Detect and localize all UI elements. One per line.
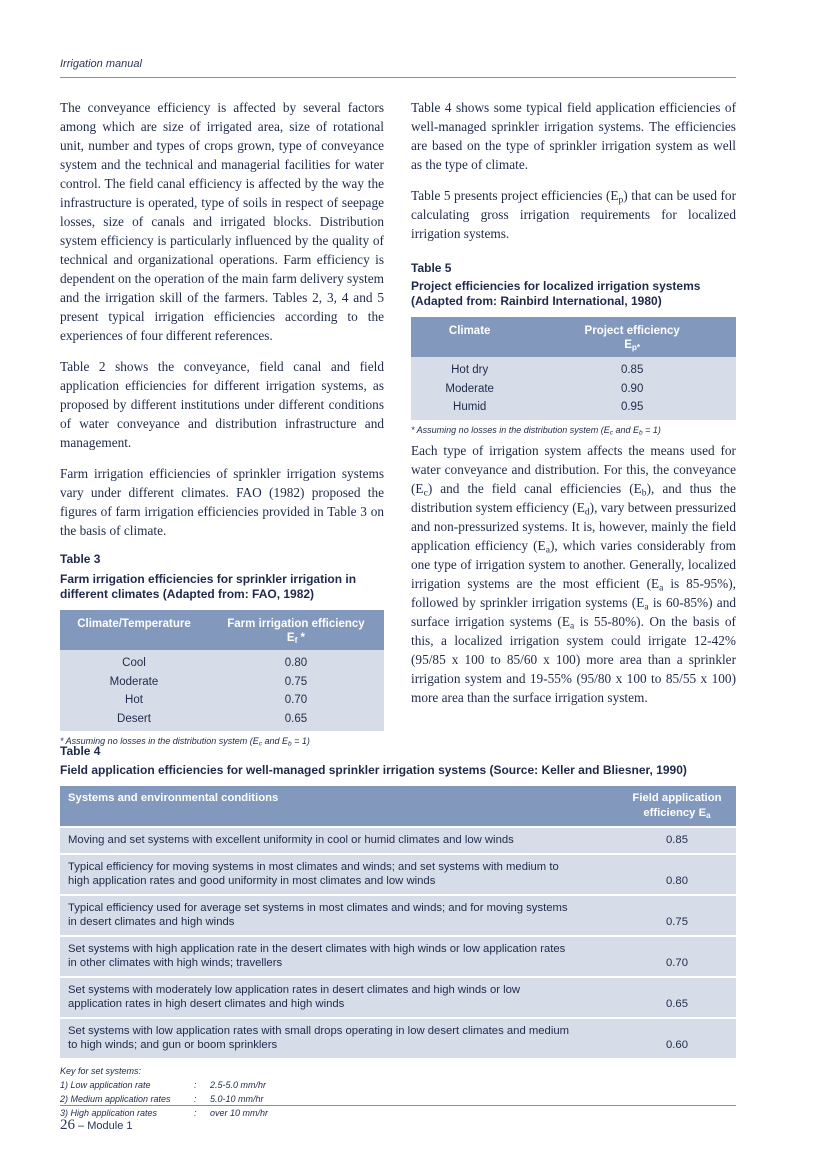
paragraph-table4-intro: Table 4 shows some typical field application efficiencies of well-managed sprinkler irrigation systems. The efficiencies are based on the type of sprinkler irrigation system as well as the type of climate. [411, 100, 736, 172]
table-row: Set systems with low application rates with small drops operating in low desert climates and medium to high winds; and gun or boom sprinklers 0.60 [60, 1017, 736, 1058]
table-row: Moving and set systems with excellent uniformity in cool or humid climates and low winds 0.85 [60, 826, 736, 853]
running-header: Irrigation manual [60, 58, 142, 70]
table5-footnote: * Assuming no losses in the distribution system ($E_c$ and $E_b = 1$) [411, 424, 661, 437]
paragraph-farm-efficiencies: Farm irrigation efficiencies of sprinkler irrigation systems vary under different climates. FAO (1982) proposed the figures of farm irrigation efficiencies provided in Table 3 on the basis of climate. [60, 466, 384, 538]
table3-title: Farm irrigation efficiencies for sprinkler irrigation in different climates (Adapted from: FAO, 1982) [60, 572, 357, 601]
key-row: 1) Low application rate : 2.5-5.0 mm/hr [60, 1080, 267, 1090]
table5-title: Project efficiencies for localized irrigation systems (Adapted from: Rainbird International, 1980) [411, 279, 701, 308]
table5 [411, 317, 736, 420]
page-footer [60, 1117, 133, 1134]
table4-title: Field application efficiencies for well-managed sprinkler irrigation systems (Source: Keller and Bliesner, 1990) [60, 763, 687, 777]
table3-header-efficiency: Farm irrigation efficiency $E_f$ * [208, 610, 384, 650]
paragraph-table5-intro: Table 5 presents project efficiencies $(E_p)$ that can be used for calculating gross irrigation requirements for localized irrigation systems. [411, 188, 736, 241]
table3-number: Table 3 [60, 552, 101, 566]
footer-dash: – [75, 1120, 88, 1132]
paragraph-system-efficiency: Each type of irrigation system affects the means used for water conveyance and distribution. For this, the conveyance $(E_c)$ and the field canal efficiencies $(E_b)$, and thus the distribution system efficiency $(E_d)$, vary between pressurized and non-pressurized systems. It is, however, mainly the field application efficiency $(E_a)$, which varies considerably from one type of irrigation system to another. Generally, localized irrigation systems are the most efficient ($E_a$ is 85-95%), followed by sprinkler irrigation systems ($E_a$ is 60-85%) and surface irrigation systems ($E_a$ is 55-80%). On the basis of this, a localized irrigation system could irrigate 12-42% (95/85 x 100 to 85/60 x 100) more area than a sprinkler irrigation system and 19-55% (95/80 x 100 to 85/55 x 100) more area than the surface irrigation system. [411, 442, 737, 705]
table-row: Set systems with moderately low application rates in desert climates and high winds or low application rates in high desert climates and high winds 0.65 [60, 976, 736, 1017]
key-row: 3) High application rates : over 10 mm/hr [60, 1108, 269, 1118]
table-row: Humid 0.95 [411, 398, 736, 420]
table4-key [60, 1064, 736, 1120]
table4-header-efficiency: Field application efficiency $E_a$ [618, 786, 736, 826]
table5-header-climate: Climate [411, 317, 528, 357]
table-row: Moderate 0.75 [60, 673, 384, 692]
table4-header-systems: Systems and environmental conditions [60, 786, 618, 826]
table-row: Typical efficiency used for average set systems in most climates and winds; and for moving systems in desert climates and high winds 0.75 [60, 894, 736, 935]
header-rule [60, 77, 736, 78]
key-title: Key for set systems: [60, 1066, 142, 1076]
table-row: Hot 0.70 [60, 691, 384, 710]
table5-number: Table 5 [411, 261, 452, 275]
table-row: Hot dry 0.85 [411, 357, 736, 380]
page-number: 26 [60, 1117, 75, 1133]
table3-header-climate: Climate/Temperature [60, 610, 208, 650]
table-row: Set systems with high application rate in the desert climates with high winds or low application rates in other climates with high winds; travellers 0.70 [60, 935, 736, 976]
table4-number: Table 4 [60, 744, 101, 758]
table-row: Moderate 0.90 [411, 380, 736, 399]
footer-rule [60, 1105, 736, 1106]
key-row: 2) Medium application rates : 5.0-10 mm/hr [60, 1094, 264, 1104]
left-column [60, 98, 384, 746]
table4 [60, 786, 736, 1058]
module-label: Module 1 [87, 1120, 133, 1132]
table3-footnote: * Assuming no losses in the distribution system ($E_c$ and $E_b = 1$) [60, 736, 310, 748]
right-column [411, 98, 736, 719]
table-row: Typical efficiency for moving systems in most climates and winds; and set systems with medium to high application rates and good uniformity in most climates and low winds 0.80 [60, 853, 736, 894]
table4-section [60, 744, 736, 1120]
paragraph-conveyance-efficiency: The conveyance efficiency is affected by several factors among which are size of irrigated area, size of rotational unit, number and types of crops grown, type of conveyance system and the technical and managerial facilities for water control. The field canal efficiency is affected by the way the infrastructure is operated, type of soils in respect of seepage losses, size of canals and irrigated blocks. Distribution system efficiency is particularly influenced by the quality of technical and organizational operations. Farm efficiency is dependent on the operation of the main farm delivery system and the irrigation skill of the farmers. Tables 2, 3, 4 and 5 present typical irrigation efficiencies according to the experiences of four different references. [60, 100, 384, 343]
paragraph-table2-intro: Table 2 shows the conveyance, field canal and field application efficiencies for different irrigation systems, as proposed by different institutions under different conditions of water conveyance and distribution infrastructure and management. [60, 359, 384, 450]
table-row: Desert 0.65 [60, 710, 384, 732]
table5-header-efficiency: Project efficiency $E_{p*}$ [528, 317, 736, 357]
table-row: Cool 0.80 [60, 650, 384, 673]
table3 [60, 610, 384, 731]
